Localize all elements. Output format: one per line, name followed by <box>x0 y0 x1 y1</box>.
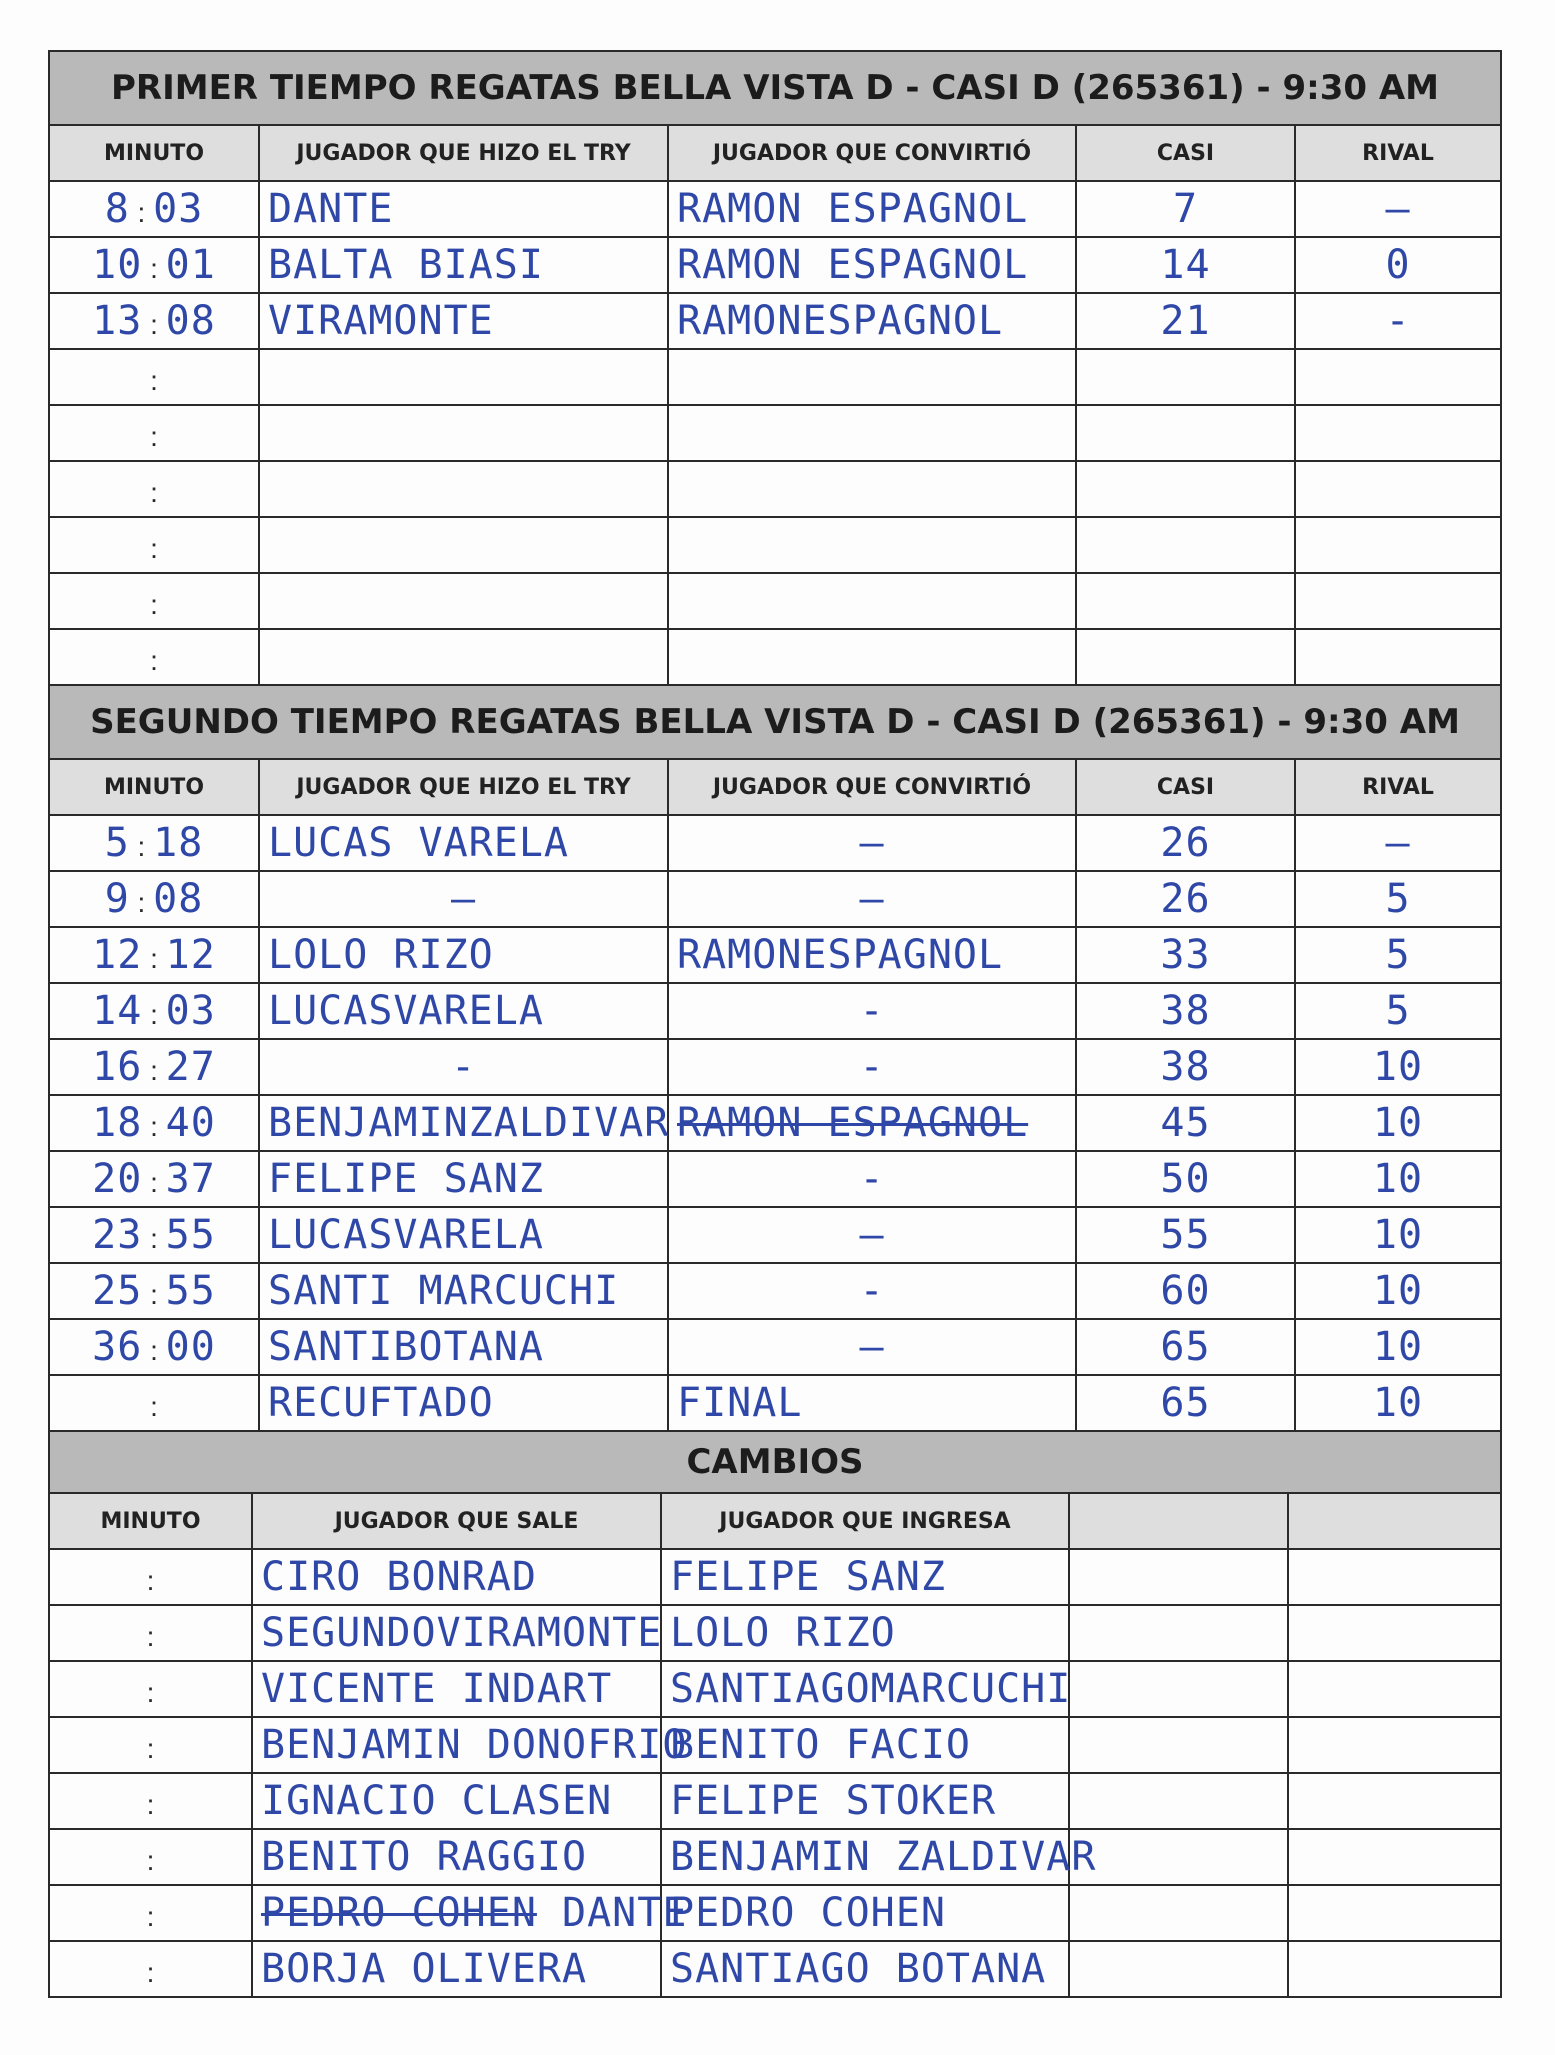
player-out-name: SEGUNDOVIRAMONTE <box>261 1610 663 1656</box>
extra-cell-1 <box>1069 1829 1288 1885</box>
table-row <box>49 1375 1501 1431</box>
match-sheet <box>48 50 1500 1998</box>
try-scorer-cell <box>259 461 668 517</box>
second-half-header-row <box>49 759 1501 815</box>
try-scorer-cell: LOLO RIZO <box>259 927 668 983</box>
extra-cell-1 <box>1069 1885 1288 1941</box>
minute-separator: : <box>142 1223 166 1254</box>
try-scorer-cell: LUCASVARELA <box>259 1207 668 1263</box>
minute-separator: : <box>142 1279 166 1310</box>
table-row <box>49 1661 1501 1717</box>
extra-cell-1 <box>1069 1941 1288 1997</box>
try-scorer-cell: — <box>259 871 668 927</box>
minute-value: 20 <box>92 1156 143 1202</box>
player-out-cell <box>252 1661 661 1717</box>
second-half-try-scorer-header: JUGADOR QUE HIZO EL TRY <box>259 759 668 815</box>
first-half-header-row <box>49 125 1501 181</box>
casi-score-cell: 26 <box>1076 815 1295 871</box>
first-half-title: PRIMER TIEMPO REGATAS BELLA VISTA D - CASI D (265361) - 9:30 AM <box>49 51 1501 125</box>
table-row <box>49 1151 1501 1207</box>
extra-cell-2 <box>1288 1773 1501 1829</box>
table-row <box>49 181 1501 237</box>
minute-cell <box>49 1773 252 1829</box>
casi-score-cell: 26 <box>1076 871 1295 927</box>
table-row <box>49 871 1501 927</box>
first-half-casi-header: CASI <box>1076 125 1295 181</box>
player-in-cell: BENITO FACIO <box>661 1717 1069 1773</box>
try-scorer-cell: - <box>259 1039 668 1095</box>
minute-value: 10 <box>92 242 143 288</box>
changes-title: CAMBIOS <box>49 1431 1501 1493</box>
minute-cell <box>49 1319 259 1375</box>
converter-cell: — <box>668 1207 1076 1263</box>
second-half-table <box>48 684 1502 1432</box>
casi-score-cell <box>1076 629 1295 685</box>
try-scorer-cell: DANTE <box>259 181 668 237</box>
try-scorer-cell: BALTA BIASI <box>259 237 668 293</box>
casi-score-cell: 38 <box>1076 1039 1295 1095</box>
table-row <box>49 1039 1501 1095</box>
rival-score-cell <box>1295 461 1501 517</box>
rival-score-cell: - <box>1295 293 1501 349</box>
table-row <box>49 349 1501 405</box>
rival-score-cell: 5 <box>1295 927 1501 983</box>
player-out-name: VICENTE INDART <box>261 1666 613 1712</box>
player-in-cell: LOLO RIZO <box>661 1605 1069 1661</box>
player-in-cell: PEDRO COHEN <box>661 1885 1069 1941</box>
minute-separator: : <box>146 1901 155 1932</box>
rival-score-cell: 10 <box>1295 1095 1501 1151</box>
try-scorer-cell <box>259 517 668 573</box>
rival-score-cell <box>1295 517 1501 573</box>
player-in-cell: SANTIAGOMARCUCHI <box>661 1661 1069 1717</box>
first-half-try-scorer-header: JUGADOR QUE HIZO EL TRY <box>259 125 668 181</box>
changes-title-row <box>49 1431 1501 1493</box>
extra-cell-1 <box>1069 1773 1288 1829</box>
casi-score-cell: 60 <box>1076 1263 1295 1319</box>
extra-cell-1 <box>1069 1549 1288 1605</box>
second-value: 00 <box>165 1324 216 1370</box>
rival-score-cell: 10 <box>1295 1319 1501 1375</box>
table-row <box>49 1319 1501 1375</box>
minute-value: 16 <box>92 1044 143 1090</box>
player-out-name: BORJA OLIVERA <box>261 1946 588 1992</box>
extra-cell-2 <box>1288 1941 1501 1997</box>
player-in-cell: FELIPE SANZ <box>661 1549 1069 1605</box>
casi-score-cell: 33 <box>1076 927 1295 983</box>
table-row <box>49 983 1501 1039</box>
try-scorer-cell: SANTIBOTANA <box>259 1319 668 1375</box>
player-in-cell: FELIPE STOKER <box>661 1773 1069 1829</box>
minute-cell <box>49 1095 259 1151</box>
second-value: 55 <box>165 1212 216 1258</box>
extra-cell-1 <box>1069 1661 1288 1717</box>
rival-score-cell <box>1295 405 1501 461</box>
minute-separator: : <box>129 197 154 228</box>
table-row <box>49 815 1501 871</box>
player-out-cell <box>252 1549 661 1605</box>
minute-cell <box>49 1941 252 1997</box>
rival-score-cell: 10 <box>1295 1207 1501 1263</box>
minute-cell <box>49 1151 259 1207</box>
minute-cell <box>49 815 259 871</box>
minute-separator: : <box>150 365 158 396</box>
minute-value: 8 <box>104 186 130 232</box>
minute-separator: : <box>150 589 158 620</box>
minute-separator: : <box>150 477 158 508</box>
casi-score-cell: 14 <box>1076 237 1295 293</box>
minute-cell <box>49 405 259 461</box>
table-row <box>49 517 1501 573</box>
try-scorer-cell <box>259 573 668 629</box>
casi-score-cell <box>1076 461 1295 517</box>
minute-separator: : <box>142 309 166 340</box>
minute-separator: : <box>129 831 154 862</box>
converter-cell: RAMON ESPAGNOL <box>668 181 1076 237</box>
minute-separator: : <box>142 999 166 1030</box>
changes-header-row <box>49 1493 1501 1549</box>
rival-score-cell: 10 <box>1295 1039 1501 1095</box>
minute-separator: : <box>146 1621 155 1652</box>
minute-cell <box>49 927 259 983</box>
minute-separator: : <box>146 1789 155 1820</box>
converter-cell: — <box>668 871 1076 927</box>
minute-separator: : <box>150 533 158 564</box>
converter-cell <box>668 517 1076 573</box>
second-value: 27 <box>165 1044 216 1090</box>
minute-cell <box>49 573 259 629</box>
converter-cell: RAMON ESPAGNOL <box>668 237 1076 293</box>
minute-value: 36 <box>92 1324 143 1370</box>
minute-cell <box>49 1717 252 1773</box>
try-scorer-cell <box>259 629 668 685</box>
player-out-name: CIRO BONRAD <box>261 1554 537 1600</box>
minute-separator: : <box>142 1167 166 1198</box>
table-row <box>49 461 1501 517</box>
try-scorer-cell: VIRAMONTE <box>259 293 668 349</box>
player-out-cell <box>252 1717 688 1773</box>
first-half-minute-header: MINUTO <box>49 125 259 181</box>
player-out-cell <box>252 1605 661 1661</box>
converter-cell <box>668 573 1076 629</box>
table-row <box>49 237 1501 293</box>
player-out-name: BENITO RAGGIO <box>261 1834 588 1880</box>
player-in-cell: SANTIAGO BOTANA <box>661 1941 1069 1997</box>
converter-cell <box>668 629 1076 685</box>
rival-score-cell <box>1295 349 1501 405</box>
converter-cell: RAMONESPAGNOL <box>668 293 1076 349</box>
minute-cell <box>49 1829 252 1885</box>
converter-cell: - <box>668 1151 1076 1207</box>
extra-cell-1 <box>1069 1717 1288 1773</box>
rival-score-cell: 10 <box>1295 1375 1501 1431</box>
changes-extra-header-1 <box>1069 1493 1288 1549</box>
minute-cell <box>49 1263 259 1319</box>
table-row <box>49 1941 1501 1997</box>
extra-cell-2 <box>1288 1549 1501 1605</box>
player-in-cell: BENJAMIN ZALDIVAR <box>661 1829 1069 1885</box>
converter-cell <box>668 405 1076 461</box>
try-scorer-cell: FELIPE SANZ <box>259 1151 668 1207</box>
minute-cell <box>49 461 259 517</box>
second-value: 55 <box>165 1268 216 1314</box>
minute-separator: : <box>146 1733 155 1764</box>
minute-separator: : <box>146 1957 155 1988</box>
rival-score-cell: 10 <box>1295 1263 1501 1319</box>
minute-separator: : <box>142 1055 166 1086</box>
first-half-rival-header: RIVAL <box>1295 125 1501 181</box>
converter-cell: - <box>668 1263 1076 1319</box>
minute-separator: : <box>146 1677 155 1708</box>
second-value: 12 <box>165 932 216 978</box>
minute-cell <box>49 349 259 405</box>
minute-separator: : <box>142 253 166 284</box>
casi-score-cell: 65 <box>1076 1375 1295 1431</box>
minute-separator: : <box>142 1111 166 1142</box>
minute-separator: : <box>146 1845 155 1876</box>
table-row <box>49 927 1501 983</box>
second-half-converter-header: JUGADOR QUE CONVIRTIÓ <box>668 759 1076 815</box>
second-half-title: SEGUNDO TIEMPO REGATAS BELLA VISTA D - CASI D (265361) - 9:30 AM <box>49 685 1501 759</box>
table-row <box>49 1773 1501 1829</box>
casi-score-cell: 45 <box>1076 1095 1295 1151</box>
converter-cell: FINAL <box>668 1375 1076 1431</box>
table-row <box>49 1885 1501 1941</box>
first-half-converter-header: JUGADOR QUE CONVIRTIÓ <box>668 125 1076 181</box>
try-scorer-cell: SANTI MARCUCHI <box>259 1263 668 1319</box>
minute-value: 18 <box>92 1100 143 1146</box>
minute-cell <box>49 1605 252 1661</box>
minute-value: 14 <box>92 988 143 1034</box>
second-value: 03 <box>153 186 204 232</box>
minute-cell <box>49 871 259 927</box>
player-out-name: DANTE <box>562 1890 688 1936</box>
minute-cell <box>49 1207 259 1263</box>
try-scorer-cell: LUCAS VARELA <box>259 815 668 871</box>
rival-score-cell: — <box>1295 815 1501 871</box>
first-half-title-row <box>49 51 1501 125</box>
converter-cell: RAMON ESPAGNOL <box>668 1095 1076 1151</box>
casi-score-cell: 55 <box>1076 1207 1295 1263</box>
rival-score-cell <box>1295 629 1501 685</box>
rival-score-cell: 10 <box>1295 1151 1501 1207</box>
first-half-table <box>48 50 1502 686</box>
rival-score-cell <box>1295 573 1501 629</box>
minute-value: 9 <box>104 876 130 922</box>
minute-cell <box>49 1661 252 1717</box>
extra-cell-2 <box>1288 1885 1501 1941</box>
changes-minute-header: MINUTO <box>49 1493 252 1549</box>
table-row <box>49 1549 1501 1605</box>
table-row <box>49 1605 1501 1661</box>
try-scorer-cell: BENJAMINZALDIVAR <box>259 1095 668 1151</box>
changes-extra-header-2 <box>1288 1493 1501 1549</box>
minute-separator: : <box>150 645 158 676</box>
minute-cell <box>49 1885 252 1941</box>
minute-separator: : <box>150 1391 158 1422</box>
minute-value: 23 <box>92 1212 143 1258</box>
player-out-name: IGNACIO CLASEN <box>261 1778 613 1824</box>
extra-cell-2 <box>1288 1717 1501 1773</box>
second-value: 08 <box>153 876 204 922</box>
changes-table <box>48 1430 1502 1998</box>
casi-score-cell <box>1076 573 1295 629</box>
casi-score-cell <box>1076 349 1295 405</box>
second-half-minute-header: MINUTO <box>49 759 259 815</box>
extra-cell-2 <box>1288 1661 1501 1717</box>
converter-cell <box>668 349 1076 405</box>
minute-cell <box>49 181 259 237</box>
extra-cell-2 <box>1288 1829 1501 1885</box>
table-row <box>49 1829 1501 1885</box>
casi-score-cell <box>1076 517 1295 573</box>
try-scorer-cell: RECUFTADO <box>259 1375 668 1431</box>
second-value: 03 <box>165 988 216 1034</box>
table-row <box>49 1095 1501 1151</box>
converter-cell: — <box>668 815 1076 871</box>
rival-score-cell: 5 <box>1295 871 1501 927</box>
minute-cell <box>49 293 259 349</box>
minute-separator: : <box>129 887 154 918</box>
table-row <box>49 573 1501 629</box>
converter-cell <box>668 461 1076 517</box>
player-out-cell <box>252 1941 661 1997</box>
second-value: 08 <box>165 298 216 344</box>
player-out-struck: PEDRO COHEN <box>261 1890 537 1936</box>
minute-value: 12 <box>92 932 143 978</box>
try-scorer-cell: LUCASVARELA <box>259 983 668 1039</box>
converter-cell: — <box>668 1319 1076 1375</box>
converter-cell: - <box>668 1039 1076 1095</box>
minute-cell <box>49 983 259 1039</box>
table-row <box>49 1717 1501 1773</box>
second-value: 40 <box>165 1100 216 1146</box>
try-scorer-cell <box>259 349 668 405</box>
table-row <box>49 405 1501 461</box>
minute-cell <box>49 517 259 573</box>
casi-score-cell: 38 <box>1076 983 1295 1039</box>
changes-player-in-header: JUGADOR QUE INGRESA <box>661 1493 1069 1549</box>
converter-cell: RAMONESPAGNOL <box>668 927 1076 983</box>
minute-separator: : <box>142 943 166 974</box>
casi-score-cell: 21 <box>1076 293 1295 349</box>
minute-separator: : <box>150 421 158 452</box>
table-row <box>49 629 1501 685</box>
try-scorer-cell <box>259 405 668 461</box>
changes-player-out-header: JUGADOR QUE SALE <box>252 1493 661 1549</box>
player-out-cell <box>252 1773 661 1829</box>
second-value: 01 <box>165 242 216 288</box>
extra-cell-2 <box>1288 1605 1501 1661</box>
rival-score-cell: — <box>1295 181 1501 237</box>
player-out-cell <box>252 1829 661 1885</box>
casi-score-cell: 50 <box>1076 1151 1295 1207</box>
player-out-name: BENJAMIN DONOFRIO <box>261 1722 688 1768</box>
second-half-rival-header: RIVAL <box>1295 759 1501 815</box>
table-row <box>49 1263 1501 1319</box>
minute-cell <box>49 1039 259 1095</box>
table-row <box>49 1207 1501 1263</box>
minute-value: 5 <box>104 820 130 866</box>
extra-cell-1 <box>1069 1605 1288 1661</box>
table-row <box>49 293 1501 349</box>
casi-score-cell: 65 <box>1076 1319 1295 1375</box>
second-half-title-row <box>49 685 1501 759</box>
minute-cell <box>49 1549 252 1605</box>
casi-score-cell: 7 <box>1076 181 1295 237</box>
player-out-cell <box>252 1885 688 1941</box>
second-half-casi-header: CASI <box>1076 759 1295 815</box>
minute-separator: : <box>146 1565 155 1596</box>
minute-value: 25 <box>92 1268 143 1314</box>
casi-score-cell <box>1076 405 1295 461</box>
rival-score-cell: 0 <box>1295 237 1501 293</box>
second-value: 18 <box>153 820 204 866</box>
rival-score-cell: 5 <box>1295 983 1501 1039</box>
converter-cell: - <box>668 983 1076 1039</box>
minute-separator: : <box>142 1335 166 1366</box>
minute-cell <box>49 237 259 293</box>
minute-cell <box>49 1375 259 1431</box>
second-value: 37 <box>165 1156 216 1202</box>
minute-cell <box>49 629 259 685</box>
minute-value: 13 <box>92 298 143 344</box>
